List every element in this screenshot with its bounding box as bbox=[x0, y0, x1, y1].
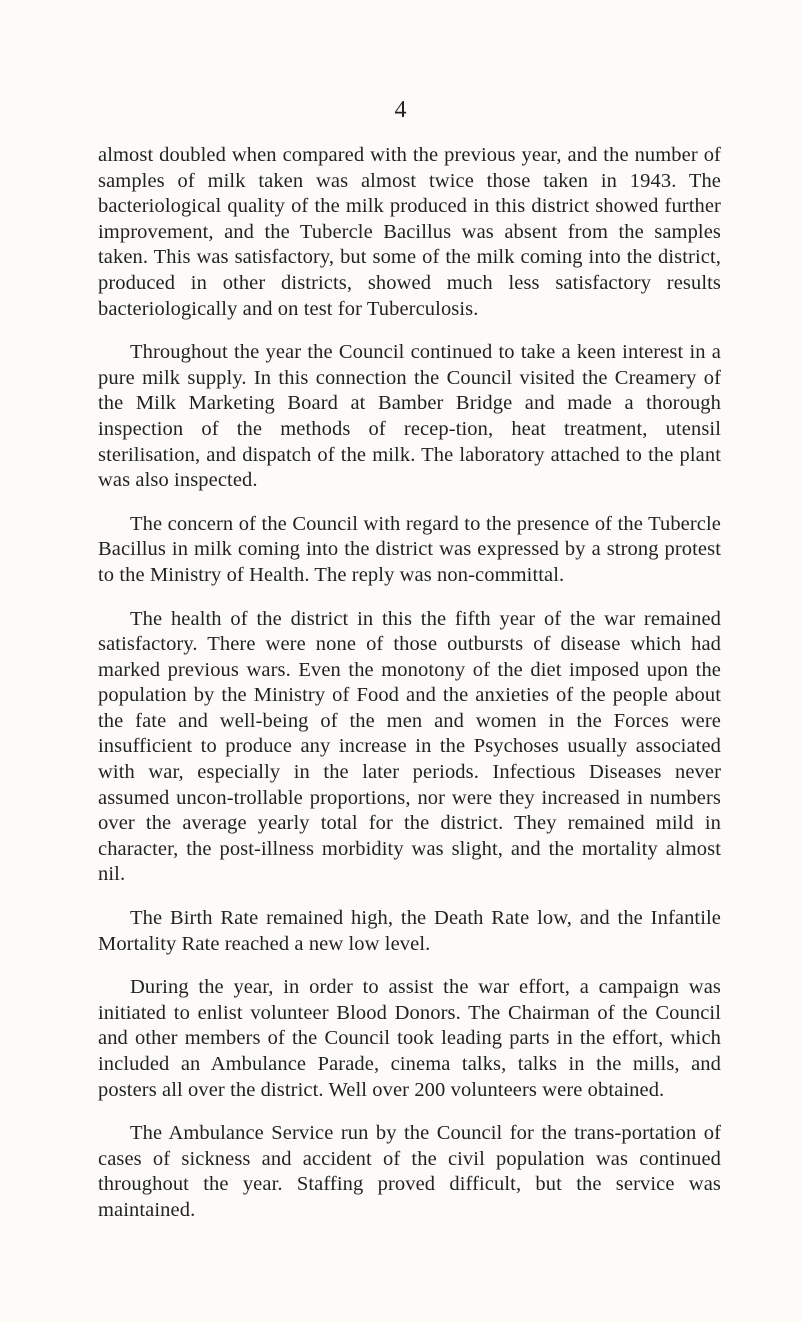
paragraph-pure-milk-supply: Throughout the year the Council continued to take a keen interest in a pure milk supply. In this connection the Council visited the Creamery of the Milk Marketing Board at Bamber Bridge and made a thorough inspection of the methods of recep-tion, heat treatment, utensil sterilisation, and dispatch of the milk. The laboratory attached to the plant was also inspected. bbox=[98, 341, 721, 492]
paragraph-blood-donors: During the year, in order to assist the war effort, a campaign was initiated to enlist volunteer Blood Donors. The Chairman of the Council and other members of the Council took leading parts in the effort, which included an Ambulance Parade, cinema talks, talks in the mills, and posters all over the district. Well over 200 volunteers were obtained. bbox=[98, 976, 721, 1101]
paragraph-birth-death-rates: The Birth Rate remained high, the Death Rate low, and the Infantile Mortality Rate reached a new low level. bbox=[98, 907, 721, 955]
paragraph-ambulance-service: The Ambulance Service run by the Council for the trans-portation of cases of sickness and accident of the civil population was continued throughout the year. Staffing proved difficult, but the service was maintained. bbox=[98, 1122, 721, 1221]
paragraph-district-health: The health of the district in this the fifth year of the war remained satisfactory. There were none of those outbursts of disease which had marked previous wars. Even the monotony of the diet imposed upon the population by the Ministry of Food and the anxieties of the people about the fate and well-being of the men and women in the Forces were insufficient to produce any increase in the Psychoses usually associated with war, especially in the later periods. Infectious Diseases never assumed uncon-trollable proportions, nor were they increased in numbers over the average yearly total for the district. They remained mild in character, the post-illness morbidity was slight, and the mortality almost nil. bbox=[98, 607, 721, 886]
paragraph-tubercle-protest: The concern of the Council with regard to the presence of the Tubercle Bacillus in milk coming into the district was expressed by a strong protest to the Ministry of Health. The reply was non-committal. bbox=[98, 512, 721, 586]
body-text bbox=[98, 143, 721, 1242]
page-number: 4 bbox=[394, 97, 407, 123]
paragraph-milk-samples: almost doubled when compared with the previous year, and the number of samples of milk taken was almost twice those taken in 1943. The bacteriological quality of the milk produced in this district showed further improvement, and the Tubercle Bacillus was absent from the samples taken. This was satisfactory, but some of the milk coming into the district, produced in other districts, showed much less satisfactory results bacteriologically and on test for Tuberculosis. bbox=[98, 144, 721, 320]
